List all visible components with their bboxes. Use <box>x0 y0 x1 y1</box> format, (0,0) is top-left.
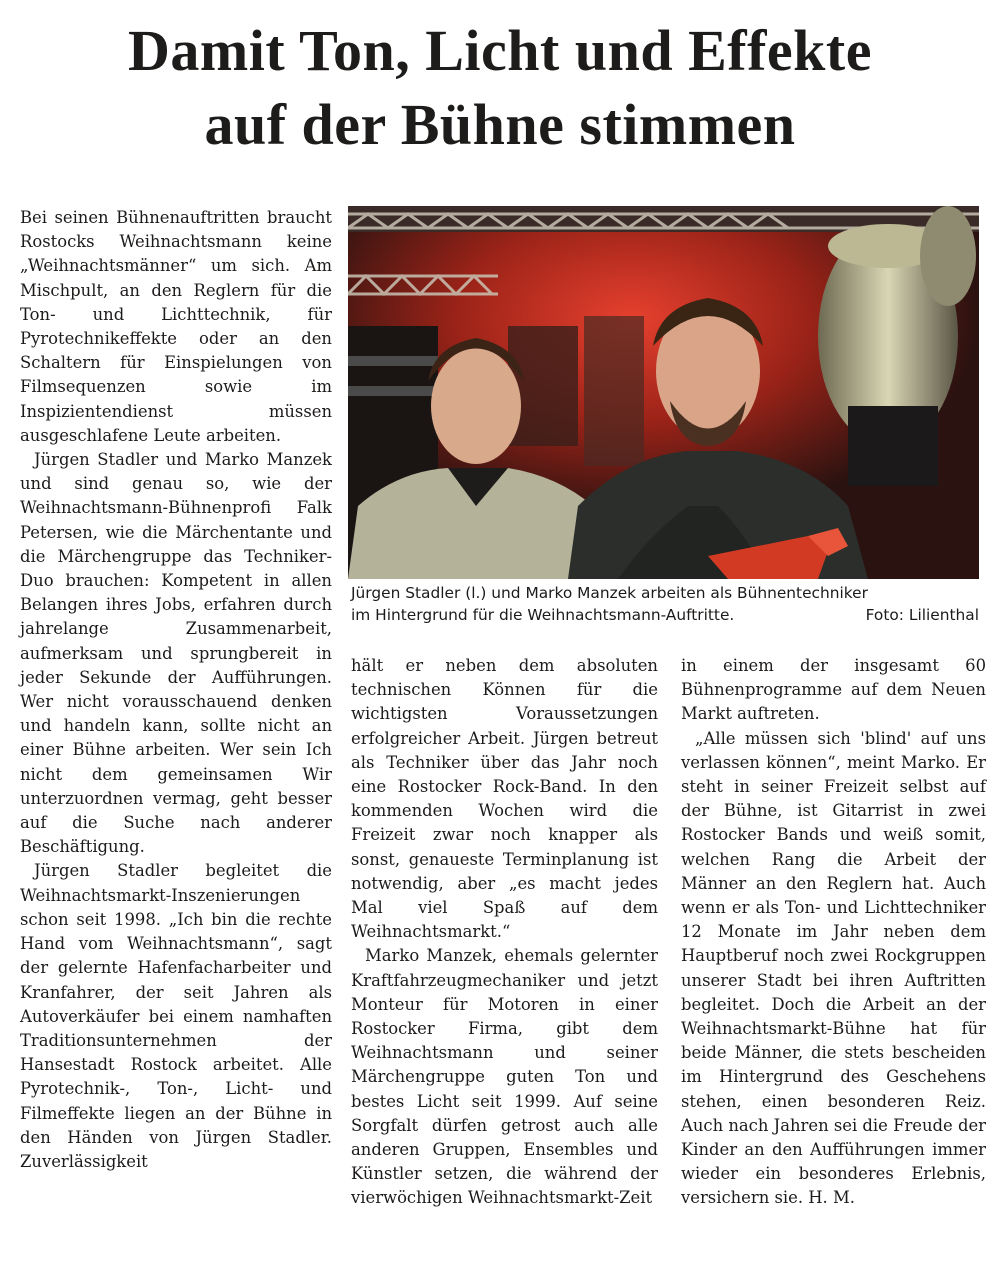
paragraph: hält er neben dem absoluten technischen Können für die wichtigsten Voraussetzungen erfolgreicher Arbeit. Jürgen betreut als Techniker über das Jahr noch eine Rostocker Rock-Band. In den kommenden Wochen wird die Freizeit zwar noch knapper als sonst, genaueste Terminplanung ist notwendig, aber „es macht jedes Mal viel Spaß auf dem Weihnachtsmarkt.“ <box>351 656 658 942</box>
caption-line-1: Jürgen Stadler (l.) und Marko Manzek arbeiten als Bühnentechniker <box>351 584 868 602</box>
article-column-1 <box>20 206 332 1174</box>
caption-text: im Hintergrund für die Weihnachtsmann-Auftritte. <box>351 606 735 624</box>
headline-line-2: auf der Bühne stimmen <box>204 92 796 157</box>
paragraph: Marko Manzek, ehemals gelernter Kraftfahrzeugmechaniker und jetzt Monteur für Motoren in einer Rostocker Firma, gibt dem Weihnachtsmann und seiner Märchengruppe guten Ton und bestes Licht seit 1999. Auf seine Sorgfalt dürfen getrost auch alle anderen Gruppen, Ensembles und Künstler setzen, die während der vierwöchigen Weihnachtsmarkt-Zeit <box>351 946 658 1208</box>
paragraph: in einem der insgesamt 60 Bühnenprogramme auf dem Neuen Markt auftreten. <box>681 656 986 724</box>
paragraph: Jürgen Stadler begleitet die Weihnachtsmarkt-Inszenierungen schon seit 1998. „Ich bin die rechte Hand vom Weihnachtsmann“, sagt der gelernte Hafenfacharbeiter und Kranfahrer, der seit Jahren als Autoverkäufer bei einem namhaften Traditionsunternehmen der Hansestadt Rostock arbeitet. Alle Pyrotechnik-, Ton-, Licht- und Filmeffekte liegen an der Bühne in den Händen von Jürgen Stadler. Zuverlässigkeit <box>20 861 332 1171</box>
headline-line-1: Damit Ton, Licht und Effekte <box>128 18 872 83</box>
article-column-2 <box>351 654 658 1211</box>
caption-line-2 <box>351 604 979 626</box>
article-column-3 <box>681 654 986 1211</box>
photo-credit: Foto: Lilienthal <box>865 606 979 624</box>
photo-illustration <box>348 206 979 579</box>
photo-caption <box>351 582 979 626</box>
article-headline <box>0 14 1000 162</box>
paragraph: Jürgen Stadler und Marko Manzek und sind genau so, wie der Weihnachtsmann-Bühnenprofi Falk Petersen, wie die Märchentante und die Märchengruppe das Techniker-Duo brauchen: Kompetent in allen Belangen ihres Jobs, erfahren durch jahrelange Zusammenarbeit, aufmerksam und sprungbereit in jeder Sekunde der Aufführungen. Wer nicht vorausschauend denken und handeln kann, sollte nicht an einer Bühne arbeiten. Wer sein Ich nicht dem gemeinsamen Wir unterzuordnen vermag, geht besser auf die Suche nach anderer Beschäftigung. <box>20 450 332 857</box>
paragraph: Bei seinen Bühnenauftritten braucht Rostocks Weihnachtsmann keine „Weihnachtsmänner“ um sich. Am Mischpult, an den Reglern für die Ton- und Lichttechnik, für Pyrotechnikeffekte oder an den Schaltern für Einspielungen von Filmsequenzen sowie im Inspizientendienst müssen ausgeschlafene Leute arbeiten. <box>20 208 332 445</box>
article-photo <box>348 206 979 579</box>
paragraph: „Alle müssen sich 'blind' auf uns verlassen können“, meint Marko. Er steht in seiner Freizeit selbst auf der Bühne, ist Gitarrist in zwei Rostocker Bands und weiß somit, welchen Rang die Arbeit der Männer an den Reglern hat. Auch wenn er als Ton- und Lichttechniker 12 Monate im Jahr neben dem Hauptberuf noch zwei Rockgruppen unserer Stadt bei ihren Auftritten begleitet. Doch die Arbeit an der Weihnachtsmarkt-Bühne hat für beide Männer, die stets bescheiden im Hintergrund des Geschehens stehen, einen besonderen Reiz. Auch nach Jahren sei die Freude der Kinder an den Aufführungen immer wieder ein besonderes Erlebnis, versichern sie. H. M. <box>681 728 986 1208</box>
